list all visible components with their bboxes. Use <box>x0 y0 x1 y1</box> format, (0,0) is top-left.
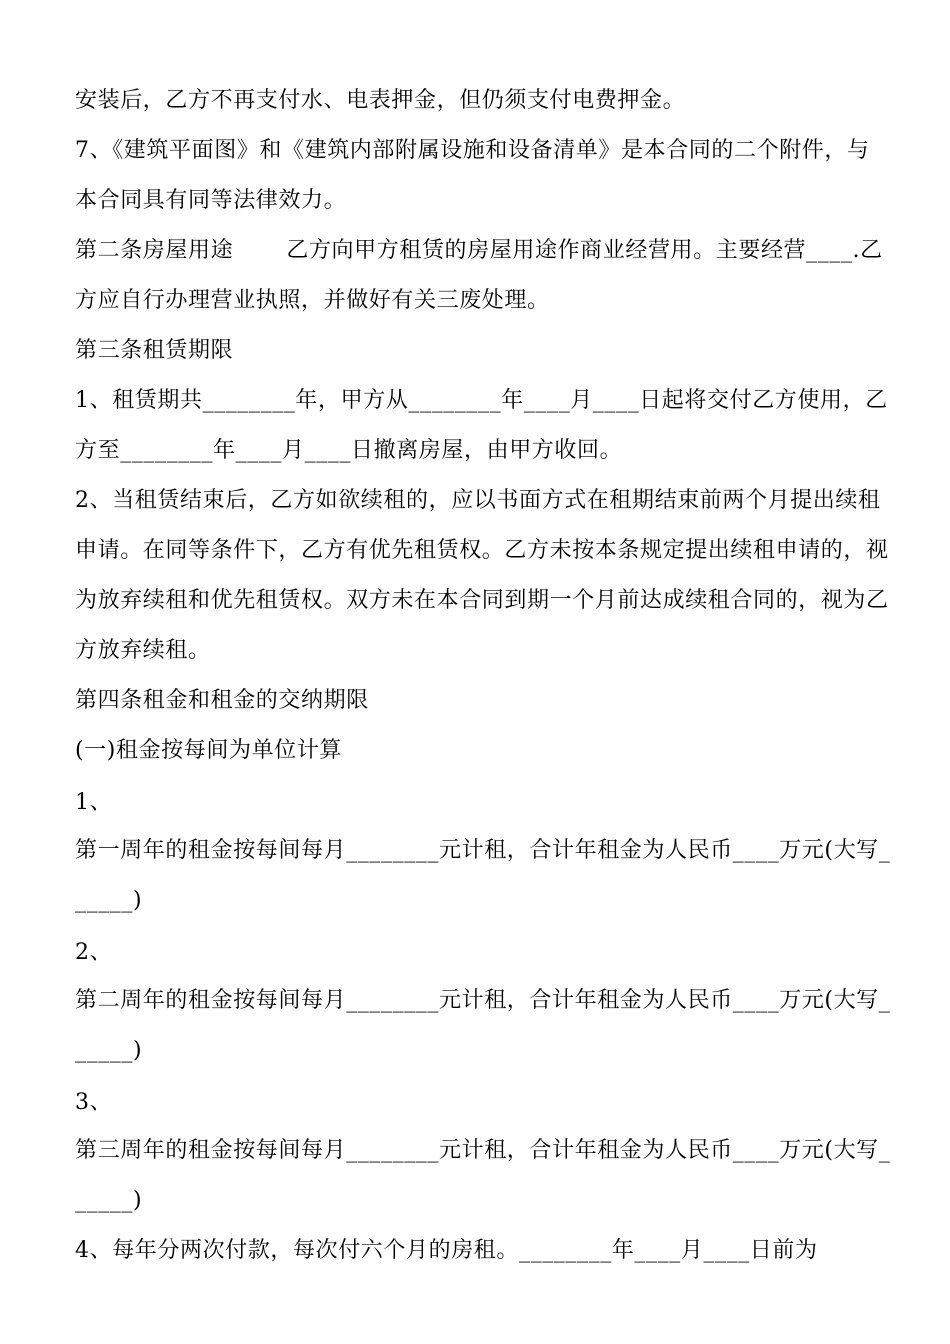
text-line: 第一周年的租金按每间每月________元计租，合计年租金为人民币____万元(大写_ <box>75 838 891 863</box>
text-line: _____) <box>75 1038 143 1063</box>
text-line: _____) <box>75 888 143 913</box>
item-number: 1、 <box>75 790 113 815</box>
text-line: 第二条房屋用途 乙方向甲方租赁的房屋用途作商业经营用。主要经营____.乙 <box>75 238 883 263</box>
text-line: 本合同具有同等法律效力。 <box>75 188 347 213</box>
text-line: 方至________年____月____日撤离房屋，由甲方收回。 <box>75 438 623 463</box>
text-line: 7、《建筑平面图》和《建筑内部附属设施和设备清单》是本合同的二个附件，与 <box>75 138 870 163</box>
text-line: 方放弃续租。 <box>75 638 211 663</box>
text-line: _____) <box>75 1188 143 1213</box>
section-heading: 第四条租金和租金的交纳期限 <box>75 688 369 713</box>
text-line: 第三周年的租金按每间每月________元计租，合计年租金为人民币____万元(大写_ <box>75 1138 891 1163</box>
text-line: 方应自行办理营业执照，并做好有关三废处理。 <box>75 288 550 313</box>
item-number: 2、 <box>75 940 113 965</box>
section-heading: 第三条租赁期限 <box>75 338 234 363</box>
text-line: 申请。在同等条件下，乙方有优先租赁权。乙方未按本条规定提出续租申请的，视 <box>75 538 889 563</box>
item-number: 3、 <box>75 1090 113 1115</box>
text-line: 第二周年的租金按每间每月________元计租，合计年租金为人民币____万元(大写_ <box>75 988 891 1013</box>
text-line: 为放弃续租和优先租赁权。双方未在本合同到期一个月前达成续租合同的，视为乙 <box>75 588 889 613</box>
text-line: 2、当租赁结束后，乙方如欲续租的，应以书面方式在租期结束前两个月提出续租 <box>75 488 881 513</box>
text-line: 安装后，乙方不再支付水、电表押金，但仍须支付电费押金。 <box>75 88 686 113</box>
text-line: 4、每年分两次付款，每次付六个月的房租。________年____月____日前为 <box>75 1238 818 1263</box>
text-line: 1、租赁期共________年，甲方从________年____月____日起将交付乙方使用，乙 <box>75 388 888 413</box>
subsection-heading: (一)租金按每间为单位计算 <box>75 738 342 763</box>
